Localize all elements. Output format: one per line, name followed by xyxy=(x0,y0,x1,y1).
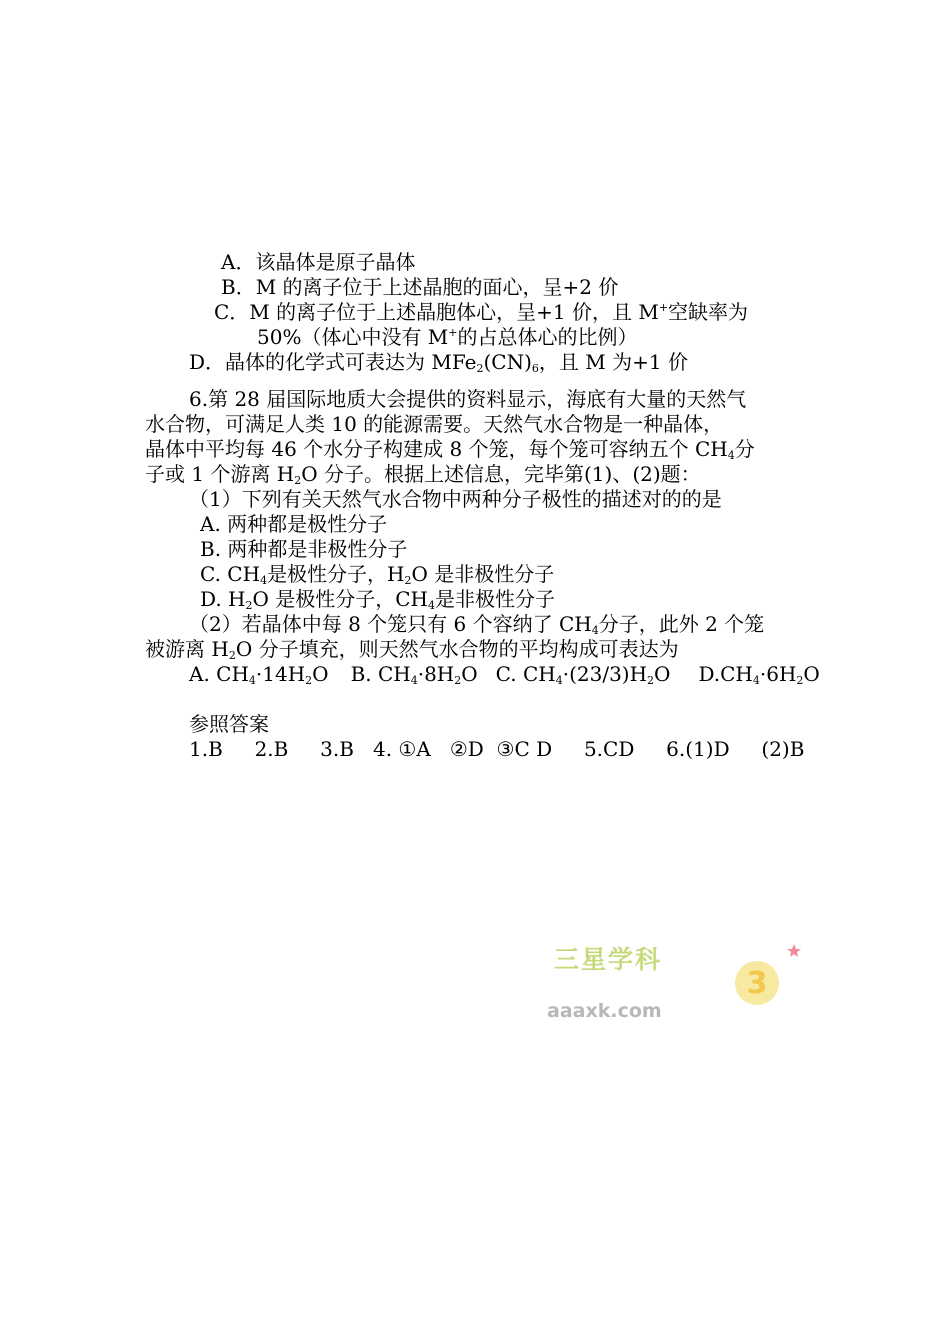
option-d: D．晶体的化学式可表达为 $MFe_2(CN)_6$，且 M 为+1 价 xyxy=(189,350,688,375)
option-c-line2: 50%（体心中没有 M+的占总体心的比例） xyxy=(257,325,638,349)
q6-part2-option-b: B. $CH_4\cdot 8H_2O$ xyxy=(350,662,478,687)
q6-part1-option-a: A. 两种都是极性分子 xyxy=(200,512,388,536)
logo-numeral: 3 xyxy=(746,966,768,1001)
watermark-url: aaaxk.com xyxy=(547,1000,662,1022)
answers-title: 参照答案 xyxy=(189,712,269,736)
q6-line4: 子或 1 个游离 $H_2O$ 分子。根据上述信息，完毕第(1)、(2)题： xyxy=(145,462,701,487)
watermark-logo xyxy=(540,930,810,1040)
q6-part1-option-d: D. $H_2O$ 是极性分子，$CH_4$是非极性分子 xyxy=(200,587,555,612)
q6-part2-options xyxy=(189,661,820,687)
option-b: B．M 的离子位于上述晶胞的面心，呈+2 价 xyxy=(221,275,619,299)
q6-line3: 晶体中平均每 46 个水分子构建成 8 个笼，每个笼可容纳五个 $CH_4$分 xyxy=(145,437,755,462)
q6-part1-option-c: C. $CH_4$是极性分子，$H_2O$ 是非极性分子 xyxy=(200,562,555,587)
option-a: A．该晶体是原子晶体 xyxy=(221,250,416,274)
q6-part1-stem: （1）下列有关天然气水合物中两种分子极性的描述对的的是 xyxy=(189,487,722,511)
watermark-cn-text: 三星学科 xyxy=(554,945,663,974)
q6-part1-option-b: B. 两种都是非极性分子 xyxy=(200,537,408,561)
answers-line: 1.B 2.B 3.B 4. ①A ②D ③C D 5.CD 6.(1)D (2)B xyxy=(189,737,805,761)
q6-line2: 水合物，可满足人类 10 的能源需要。天然气水合物是一种晶体， xyxy=(145,412,724,436)
q6-part2-option-a: A. $CH_4\cdot 14H_2O$ xyxy=(189,662,329,687)
crescent-logo-icon xyxy=(690,930,810,1038)
q6-part2-option-d: $D.CH_4\cdot 6H_2O$ xyxy=(698,662,820,687)
q6-part2-line2: 被游离 $H_2O$ 分子填充，则天然气水合物的平均构成可表达为 xyxy=(145,637,679,662)
star-icon xyxy=(787,944,801,957)
option-c-line1: C．M 的离子位于上述晶胞体心，呈+1 价，且 M+空缺率为 xyxy=(214,300,749,324)
q6-part2-line1: （2）若晶体中每 8 个笼只有 6 个容纳了 $CH_4$分子，此外 2 个笼 xyxy=(189,612,765,637)
q6-part2-option-c: C. $CH_4\cdot(23/3)H_2O$ xyxy=(495,662,671,687)
q6-line1: 6.第 28 届国际地质大会提供的资料显示，海底有大量的天然气 xyxy=(189,387,747,411)
